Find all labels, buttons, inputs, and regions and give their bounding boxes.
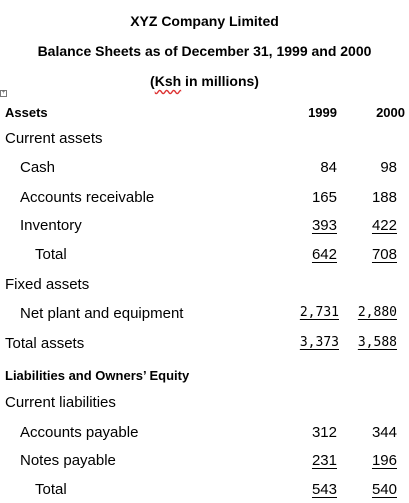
row-label: Net plant and equipment [20,305,184,322]
value-2000: 708 [371,246,397,263]
statement-subtitle: Balance Sheets as of December 31, 1999 and 2000 [37,43,372,59]
units-note: (Ksh in millions) [150,73,259,89]
table-row [0,394,409,414]
value-1999: 231 [311,452,337,469]
section-heading-liabilities: Liabilities and Owners’ Equity [5,368,190,383]
value-1999: 642 [311,246,337,263]
value-1999: 165 [311,189,337,206]
table-row [0,159,409,179]
subsection-label: Current assets [5,130,103,147]
table-move-handle-icon[interactable]: + [1,90,6,96]
section-heading-assets: Assets [5,105,48,120]
row-label: Total [35,481,67,498]
row-label: Cash [20,159,56,176]
table-row [0,452,409,472]
table-header-row [0,105,409,125]
table-row [0,217,409,237]
value-1999: 3,373 [299,335,339,350]
table-row [0,189,409,209]
row-label: Total [35,246,67,263]
row-label: Accounts payable [20,424,139,441]
column-header-1999: 1999 [308,105,337,120]
value-1999: 312 [311,424,337,441]
value-2000: 196 [371,452,397,469]
value-1999: 2,731 [299,305,339,320]
row-label: Notes payable [20,452,116,469]
table-row [0,335,409,355]
subsection-label: Current liabilities [5,394,116,411]
table-row [0,424,409,444]
value-1999: 543 [311,481,337,498]
row-label: Accounts receivable [20,189,155,206]
column-header-2000: 2000 [376,105,405,120]
table-row [0,130,409,150]
value-2000: 2,880 [357,305,397,320]
value-2000: 188 [371,189,397,206]
row-label: Total assets [5,335,85,352]
value-1999: 393 [311,217,337,234]
row-label: Inventory [20,217,82,234]
value-2000: 3,588 [357,335,397,350]
value-1999: 84 [320,159,337,176]
table-row [0,368,409,388]
subsection-label: Fixed assets [5,276,90,293]
value-2000: 344 [371,424,397,441]
company-title: XYZ Company Limited [130,13,279,29]
table-row [0,481,409,501]
units-currency: Ksh [154,73,182,89]
table-row [0,276,409,296]
value-2000: 540 [371,481,397,498]
table-row [0,305,409,325]
value-2000: 422 [371,217,397,234]
table-row [0,246,409,266]
value-2000: 98 [380,159,397,176]
